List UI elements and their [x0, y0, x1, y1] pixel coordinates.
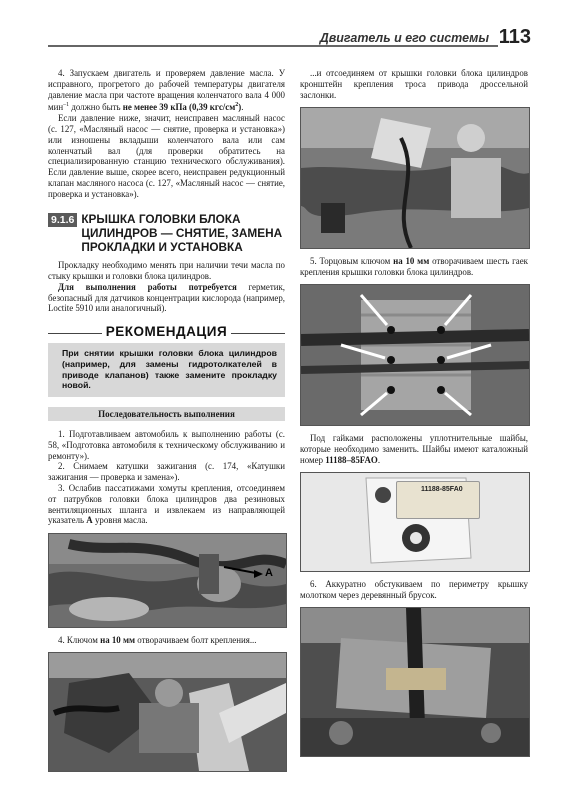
photo-cover-nuts-image: [301, 285, 529, 425]
photo-hammer: [300, 607, 530, 757]
step4-paragraph: 4. Запускаем двигатель и проверяем давление масла. У исправного, прогретого до рабочей температуры двигателя давление масла при частоте вращения коленчатого вала 4 000 мин$^{-1}$ должно быть не менее 39 кПа (0,39 кгс/$см^2$).: [48, 68, 285, 113]
photo-washer-pack: [300, 472, 530, 572]
photo-callout-label: A: [265, 567, 273, 580]
photo-bracket: [300, 107, 530, 249]
photo-hoses-image: [49, 534, 286, 627]
procedure-bar: Последовательность выполнения: [48, 407, 285, 421]
photo-bolt: [48, 652, 287, 772]
photo-hammer-image: [301, 608, 529, 756]
part-number-tag: 11188-85FA0: [421, 486, 463, 494]
photo-bolt-image: [49, 653, 286, 771]
section-heading: [48, 212, 285, 255]
work-need-paragraph: Для выполнения работы потребуется герметик, безопасный для датчиков концентрации кислорода (например, Loctite 5910 или аналогичный).: [48, 281, 286, 314]
photo-bracket-image: [301, 108, 529, 248]
step1-paragraph: 1. Подготавливаем автомобиль к выполнению работы (с. 58, «Подготовка автомобиля к техническому обслуживанию и ремонту»).: [48, 428, 285, 461]
right-column: [300, 68, 528, 757]
recommendation-box: [48, 324, 285, 397]
photo-cover-nuts: [300, 284, 530, 426]
gasket-paragraph: Прокладку необходимо менять при наличии течи масла по стыку крышки и головки блока цилиндров.: [48, 260, 285, 281]
section-title: Двигатель и его системы: [312, 31, 493, 45]
left-column: [48, 68, 285, 772]
step6-caption: 6. Аккуратно обстукиваем по периметру крышку молотком через деревянный брусок.: [300, 579, 528, 601]
heading-number: 9.1.6: [48, 213, 77, 227]
step2-paragraph: 2. Снимаем катушки зажигания (с. 174, «Катушки зажигания — проверка и замена»).: [48, 461, 285, 483]
heading-title: КРЫШКА ГОЛОВКИ БЛОКА ЦИЛИНДРОВ — СНЯТИЕ, ЗАМЕНА ПРОКЛАДКИ И УСТАНОВКА: [81, 211, 283, 254]
step4b-caption: 4. Ключом на 10 мм отворачиваем болт крепления...: [58, 635, 257, 646]
step3-paragraph: 3. Ослабив пассатижами хомуты крепления, отсоединяем от патрубков головки блока цилиндров два резиновых вентиляционных шланга и извлекаем из направляющей указатель А уровня масла.: [48, 482, 285, 526]
photo-hoses: [48, 533, 287, 628]
step5-caption: 5. Торцовым ключом на 10 мм отворачиваем шесть гаек крепления крышки головки блока цилиндров.: [300, 256, 528, 278]
page-header: [0, 28, 579, 54]
recommendation-text: При снятии крышки головки блока цилиндров (например, для замены гидротолкателей в приводе клапанов) также замените прокладку новой.: [48, 343, 285, 397]
detach-paragraph: ...и отсоединяем от крышки головки блока цилиндров кронштейн крепления троса привода дроссельной заслонки.: [300, 68, 528, 100]
page-number: 113: [498, 26, 531, 48]
header-rule: [48, 45, 498, 47]
recommendation-title: РЕКОМЕНДАЦИЯ: [102, 324, 231, 339]
pressure-low-paragraph: Если давление ниже, значит, неисправен масляный насос (с. 127, «Масляный насос — снятие, проверка и установка») или изношены вкладыши коленчатого вала или сам коленчатый вал (для проверки обратитесь на специализированную станцию технического обслуживания). Если давление выше, скорее всего, неисправен редукционный клапан масляного насоса (с. 127, «Масляный насос — снятие, проверка и установка»).: [48, 113, 285, 199]
part-label: [396, 481, 480, 519]
washers-paragraph: Под гайками расположены уплотнительные шайбы, которые необходимо заменить. Шайбы имеют каталожный номер 11188–85FAO.: [300, 432, 528, 465]
